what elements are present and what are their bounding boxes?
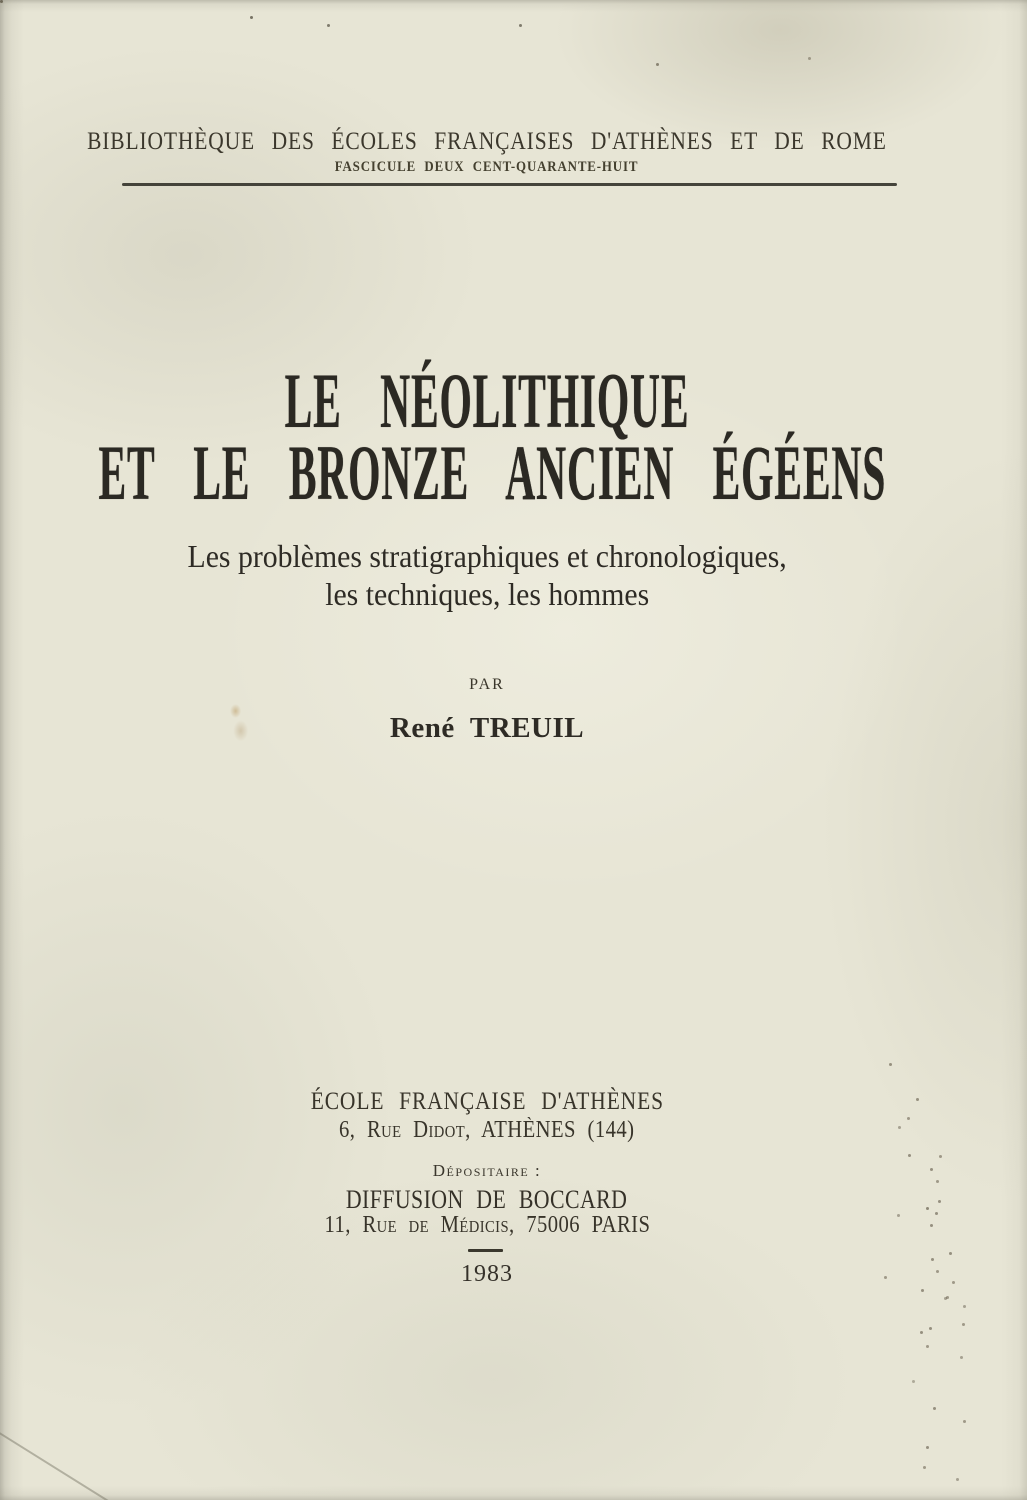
book-title-line-1: LE NÉOLITHIQUE xyxy=(284,359,690,445)
byline-label: PAR xyxy=(469,676,505,693)
publisher-address: 6, Rue Didot, ATHÈNES (144) xyxy=(339,1117,635,1143)
fascicule-number xyxy=(0,159,974,176)
subtitle-line-1: Les problèmes stratigraphiques et chronologiques, xyxy=(187,538,787,574)
distributor-name: DIFFUSION DE BOCCARD xyxy=(346,1185,628,1214)
book-title-line-2: ET LE BRONZE ANCIEN ÉGÉENS xyxy=(98,431,887,517)
distributor-label: Dépositaire : xyxy=(432,1161,542,1180)
fascicule-text: FASCICULE DEUX CENT-QUARANTE-HUIT xyxy=(335,159,639,175)
publisher-name: ÉCOLE FRANÇAISE D'ATHÈNES xyxy=(310,1088,664,1115)
distributor-address: 11, Rue de Médicis, 75006 PARIS xyxy=(324,1212,650,1238)
paper-stain xyxy=(222,700,256,744)
paper-crease xyxy=(0,1428,121,1500)
series-header xyxy=(0,128,974,156)
imprint-divider-dash xyxy=(468,1249,503,1252)
subtitle-line-2: les techniques, les hommes xyxy=(325,576,649,612)
foxing-specks xyxy=(0,0,3,3)
header-rule xyxy=(122,183,897,186)
publication-year: 1983 xyxy=(461,1261,513,1287)
series-header-text: BIBLIOTHÈQUE DES ÉCOLES FRANÇAISES D'ATHÈNES ET DE ROME xyxy=(87,128,887,155)
author-name: René TREUIL xyxy=(389,712,585,744)
